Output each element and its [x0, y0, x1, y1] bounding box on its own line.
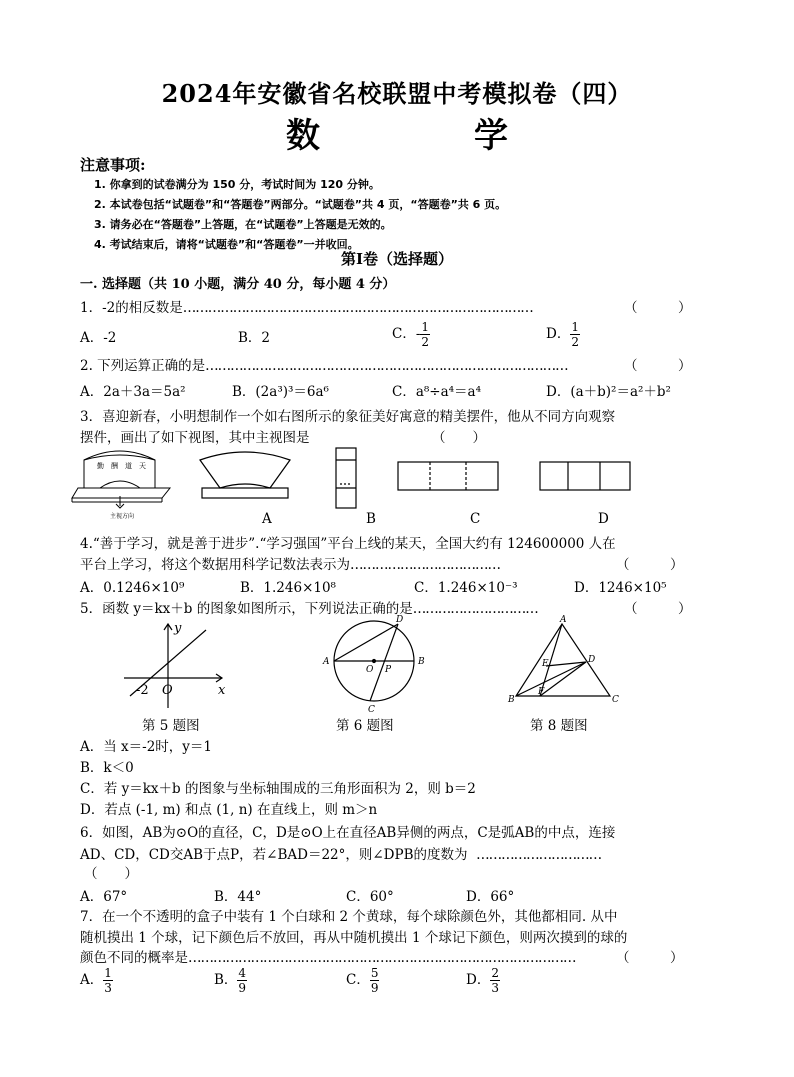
- exam-title: 2024年安徽省名校联盟中考模拟卷（四）: [161, 79, 633, 108]
- fig8-label-e: E: [542, 659, 549, 669]
- q5-text: 5．函数 y＝kx＋b 的图象如图所示，下列说法正确的是: [80, 601, 413, 617]
- fig5-neg2-label: -2: [136, 683, 149, 698]
- q7-option-c: [346, 966, 379, 995]
- view-option-c: [398, 462, 498, 490]
- fig5-origin-label: O: [162, 683, 173, 698]
- question-3-line1: 3．喜迎新春，小明想制作一个如右图所示的象征美好寓意的精美摆件，他从不同方向观察: [80, 409, 616, 425]
- view-option-d: [540, 462, 630, 490]
- q3-figures: [0, 440, 794, 540]
- q5-option-b: B．k＜0: [80, 760, 134, 776]
- denominator: 2: [421, 335, 430, 349]
- fig8-label-a: A: [560, 615, 567, 625]
- numerator: 2: [491, 966, 499, 980]
- q5-option-a: A．当 x＝-2时，y＝1: [80, 739, 213, 755]
- leader-dots: …………………………: [412, 601, 538, 617]
- answer-paren: （ ）: [432, 430, 486, 446]
- question-3-line2: 摆件，画出了如下视图，其中主视图是: [80, 430, 310, 446]
- fig8-label-f: F: [538, 687, 545, 697]
- q4-option-c: C．1.246×10⁻³: [414, 580, 518, 596]
- fraction: [237, 966, 247, 995]
- view-direction-label: 主视方向: [110, 513, 135, 520]
- view-option-b: [336, 448, 356, 508]
- q4-text: 平台上学习，将这个数据用科学记数法表示为: [80, 557, 350, 573]
- leader-dots: …………………………………………………………………………: [182, 300, 533, 316]
- q2-text: 2. 下列运算正确的是: [80, 358, 206, 374]
- answer-paren: （ ）: [616, 557, 684, 573]
- answer-paren: （ ）: [616, 950, 684, 966]
- numerator: 1: [421, 320, 430, 334]
- denominator: 2: [571, 335, 579, 349]
- q6-option-b: B．44°: [214, 889, 262, 905]
- leader-dots: ……………………………………………………………………………: [205, 358, 568, 374]
- q2-option-a: A．2a＋3a＝5a²: [80, 384, 186, 400]
- q4-option-a: A．0.1246×10⁹: [80, 580, 185, 596]
- fig5-caption: 第 5 题图: [142, 718, 200, 734]
- fig5-y-label: y: [174, 621, 182, 636]
- q7-option-a: [80, 966, 113, 995]
- q5-option-d: D．若点 (-1, m) 和点 (1, n) 在直线上，则 m＞n: [80, 802, 378, 818]
- view-label-c: C: [470, 511, 481, 527]
- fig8-triangle: [516, 624, 610, 696]
- denominator: 3: [491, 981, 499, 995]
- question-7-line3: [80, 946, 576, 966]
- fig6-label-d: D: [396, 615, 404, 625]
- fig8-caption: 第 8 题图: [530, 718, 588, 734]
- q4-option-d: D．1246×10⁵: [574, 580, 667, 596]
- question-4-line2: [80, 553, 500, 573]
- fig8-label-d: D: [588, 655, 596, 665]
- option-prefix: B．: [214, 972, 238, 988]
- view-label-a: A: [262, 511, 272, 527]
- q7-option-d: [466, 966, 500, 995]
- fig6-caption: 第 6 题图: [336, 718, 394, 734]
- answer-paren: （ ）: [624, 601, 692, 617]
- numerator: 4: [238, 966, 247, 980]
- denominator: 9: [238, 981, 247, 995]
- q5-option-c: C．若 y＝kx＋b 的图象与坐标轴围成的三角形面积为 2，则 b＝2: [80, 781, 476, 797]
- question-6-line2: [80, 843, 601, 863]
- fraction: [420, 320, 430, 349]
- view-option-a: [200, 452, 290, 498]
- denominator: 3: [104, 981, 112, 995]
- fig8-label-c: C: [612, 695, 619, 705]
- fraction: [370, 966, 380, 995]
- fig6-label-c: C: [368, 705, 375, 715]
- denominator: 9: [370, 981, 379, 995]
- question-7-line1: 7．在一个不透明的盒子中装有 1 个白球和 2 个黄球，每个球除颜色外，其他都相同. 从中: [80, 909, 618, 925]
- subject-title: 数 学: [286, 116, 568, 156]
- fraction: [490, 966, 500, 995]
- question-2-stem: [80, 354, 568, 374]
- q6-text: AD、CD，CD交AB于点P，若∠BAD＝22°，则∠DPB的度数为: [80, 847, 468, 863]
- option-prefix: D．: [546, 326, 571, 342]
- answer-paren: （ ）: [84, 866, 138, 882]
- fraction: [103, 966, 113, 995]
- option-prefix: D．: [466, 972, 491, 988]
- answer-paren: （ ）: [624, 358, 692, 374]
- q1-text: 1．-2的相反数是: [80, 300, 183, 316]
- fig6-label-b: B: [418, 657, 425, 667]
- q6-option-d: D．66°: [466, 889, 515, 905]
- leader-dots: ………………………………: [350, 557, 500, 573]
- fig6-circle: [334, 621, 414, 701]
- answer-paren: （ ）: [624, 300, 692, 316]
- notes-heading: 注意事项:: [80, 156, 146, 174]
- fig6-label-o: O: [366, 665, 374, 675]
- view-label-d: D: [598, 511, 609, 527]
- q4-option-b: B．1.246×10⁸: [240, 580, 336, 596]
- leader-dots: …………………………: [476, 847, 602, 863]
- q1-option-d: [546, 320, 580, 349]
- q2-option-c: C．a⁸÷a⁴＝a⁴: [392, 384, 482, 400]
- q7-text: 颜色不同的概率是: [80, 950, 188, 966]
- question-7-line2: 随机摸出 1 个球，记下颜色后不放回，再从中随机摸出 1 个球记下颜色，则两次摸到的球的: [80, 930, 628, 946]
- note-item: 4. 考试结束后，请将“试题卷”和“答题卷”一并收回。: [94, 238, 359, 251]
- question-4-line1: 4.“善于学习，就是善于进步”.“学习强国”平台上线的某天，全国大约有 124600000 人在: [80, 536, 616, 552]
- question-6-line1: 6．如图，AB为⊙O的直径，C，D是⊙O上在直径AB异侧的两点，C是弧AB的中点，连接: [80, 825, 616, 841]
- numerator: 1: [104, 966, 112, 980]
- note-item: 1. 你拿到的试卷满分为 150 分，考试时间为 120 分钟。: [94, 178, 380, 191]
- q1-option-c: [392, 320, 430, 349]
- note-item: 2. 本试卷包括“试题卷”和“答题卷”两部分。“试题卷”共 4 页，“答题卷”共 6 页。: [94, 198, 507, 211]
- figures-row: [0, 614, 794, 714]
- fig5-x-label: x: [218, 683, 226, 698]
- q1-option-b: B．2: [238, 330, 271, 346]
- option-prefix: C．: [346, 972, 370, 988]
- question-1-stem: [80, 296, 533, 316]
- view-label-b: B: [366, 511, 376, 527]
- ornament-text: 勤 酬 道 天: [97, 462, 146, 470]
- q2-option-b: B．(2a³)³＝6a⁶: [232, 384, 329, 400]
- option-prefix: A．: [80, 972, 104, 988]
- numerator: 1: [571, 320, 579, 334]
- leader-dots: …………………………………………………………………………………: [188, 950, 576, 966]
- q6-option-a: A．67°: [80, 889, 128, 905]
- ornament-figure: [72, 451, 170, 508]
- fig8-label-b: B: [508, 695, 515, 705]
- note-item: 3. 请务必在“答题卷”上答题，在“试题卷”上答题是无效的。: [94, 218, 392, 231]
- part-title: 第Ⅰ卷（选择题）: [340, 250, 454, 268]
- fig6-label-p: P: [385, 665, 392, 675]
- option-prefix: C．-: [392, 326, 421, 342]
- q7-option-b: [214, 966, 247, 995]
- fraction: [570, 320, 580, 349]
- fig6-label-a: A: [323, 657, 330, 667]
- numerator: 5: [370, 966, 379, 980]
- section-title: 一. 选择题（共 10 小题，满分 40 分，每小题 4 分）: [80, 277, 396, 292]
- q6-option-c: C．60°: [346, 889, 394, 905]
- q2-option-d: D．(a＋b)²＝a²＋b²: [546, 384, 671, 400]
- q1-option-a: A．-2: [80, 330, 117, 346]
